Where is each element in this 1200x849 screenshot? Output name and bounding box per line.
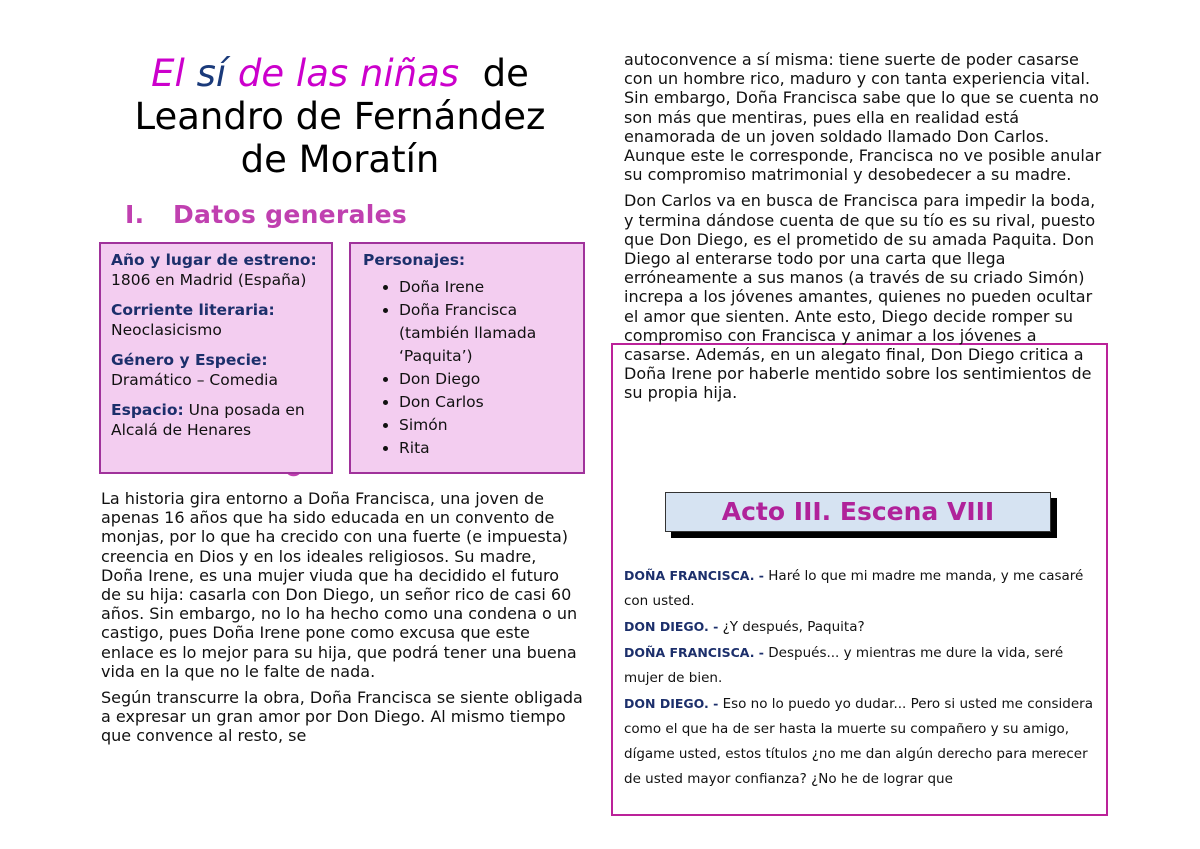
corriente-value: Neoclasicismo bbox=[111, 321, 222, 339]
paragraph: Según transcurre la obra, Doña Francisca se siente obligada a expresar un gran amor por Don Diego. Al mismo tiempo que convence al resto, se bbox=[101, 688, 583, 746]
act-heading bbox=[665, 492, 1057, 538]
title-word-de-las: de las bbox=[237, 52, 349, 95]
list-item: • Doña Irene bbox=[399, 276, 571, 299]
dialogue-line bbox=[624, 563, 1094, 614]
paragraph: autoconvence a sí misma: tiene suerte de poder casarse con un hombre rico, maduro y con tanta experiencia vital. Sin embargo, Doña Francisca sabe que lo que se cuenta no son más que mentiras, pues ella en realidad está enamorada de un joven soldado llamado Don Carlos. Aunque este le corresponde, Francisca no ve posible anular su compromiso matrimonial y desobedecer a su madre. bbox=[624, 50, 1102, 185]
dialogue-text: Haré lo que mi madre me manda, y me casaré con usted. bbox=[624, 568, 1084, 609]
info-box-datos bbox=[99, 242, 333, 474]
corriente-label: Corriente literaria: bbox=[111, 301, 275, 319]
list-item: • Rita bbox=[399, 437, 571, 460]
list-item: • Simón bbox=[399, 414, 571, 437]
list-item: • Don Carlos bbox=[399, 391, 571, 414]
document-title bbox=[110, 52, 570, 181]
genero-label: Género y Especie: bbox=[111, 351, 268, 369]
act-heading-label: Acto III. Escena VIII bbox=[665, 492, 1051, 532]
list-item: • Don Diego bbox=[399, 368, 571, 391]
info-corriente bbox=[111, 300, 321, 340]
title-word-si: sí bbox=[196, 52, 227, 95]
dialogue-line bbox=[624, 640, 1094, 691]
right-column-text bbox=[624, 50, 1106, 410]
dialogue-line bbox=[624, 614, 1094, 640]
paragraph: Don Carlos va en busca de Francisca para impedir la boda, y termina dándose cuenta de que su tío es su rival, puesto que Don Diego, es el prometido de su amada Paquita. Don Diego al enterarse todo por una carta que llega erróneamente a sus manos (a través de su criado Simón) increpa a los jóvenes amantes, quienes no pueden ocultar el amor que sienten. Ante esto, Diego decide romper su compromiso con Francisca y animar a los jóvenes a casarse. Además, en un alegato final, Don Diego critica a Doña Irene por haberle mentido sobre los sentimientos de su propia hija. bbox=[624, 191, 1096, 403]
title-word-de: de bbox=[482, 52, 529, 95]
paragraph: La historia gira entorno a Doña Francisca, una joven de apenas 16 años que ha sido educada en un convento de monjas, por lo que ha crecido con una fuerte (e impuesta) creencia en Dios y en los ideales religiosos. Su madre, Doña Irene, es una mujer viuda que ha decidido el futuro de su hija: casarla con Don Diego, un señor rico de casi 60 años. Sin embargo, no lo ha hecho como una condena o un castigo, pues Doña Irene pone como excusa que este enlace es lo mejor para su hija, que podrá tener una buena vida en la que no le falte de nada. bbox=[101, 489, 578, 681]
section-label: Datos generales bbox=[173, 200, 408, 229]
dialogue-text: Después... y mientras me dure la vida, seré mujer de bien. bbox=[624, 645, 1064, 686]
personajes-label: Personajes: bbox=[363, 251, 466, 269]
info-genero bbox=[111, 350, 321, 390]
estreno-label: Año y lugar de estreno: bbox=[111, 251, 317, 269]
section-heading-datos-generales bbox=[125, 200, 407, 229]
title-line-2: Leandro de Fernández bbox=[134, 95, 546, 138]
title-line-3: de Moratín bbox=[240, 138, 440, 181]
espacio-label: Espacio: bbox=[111, 401, 184, 419]
section-number: I. bbox=[125, 200, 145, 229]
dialogue-line bbox=[624, 691, 1094, 792]
dialogue-text: Eso no lo puedo yo dudar... Pero si usted me considera como el que ha de ser hasta la muerte su compañero y su amigo, dígame usted, estos títulos ¿no me dan algún derecho para merecer de usted mayor confianza? ¿No he de lograr que bbox=[624, 696, 1093, 787]
info-box-personajes bbox=[349, 242, 585, 474]
personajes-list bbox=[363, 276, 571, 460]
dialogue-speaker: DON DIEGO. - bbox=[624, 619, 719, 634]
espacio-value: Una posada en Alcalá de Henares bbox=[111, 401, 305, 439]
title-word-el: El bbox=[151, 52, 185, 95]
dialogue-speaker: DOÑA FRANCISCA. - bbox=[624, 568, 764, 583]
info-estreno bbox=[111, 250, 321, 290]
title-line-1 bbox=[110, 52, 570, 95]
info-espacio bbox=[111, 400, 321, 440]
scene-dialogue bbox=[624, 563, 1094, 792]
dialogue-text: ¿Y después, Paquita? bbox=[718, 619, 865, 635]
left-column-text bbox=[101, 489, 583, 753]
dialogue-speaker: DOÑA FRANCISCA. - bbox=[624, 645, 764, 660]
title-word-ninas: niñas bbox=[359, 52, 460, 95]
dialogue-speaker: DON DIEGO. - bbox=[624, 696, 719, 711]
list-item: • Doña Francisca (también llamada ‘Paquita’) bbox=[399, 299, 571, 368]
genero-value: Dramático – Comedia bbox=[111, 371, 278, 389]
estreno-value: 1806 en Madrid (España) bbox=[111, 271, 307, 289]
